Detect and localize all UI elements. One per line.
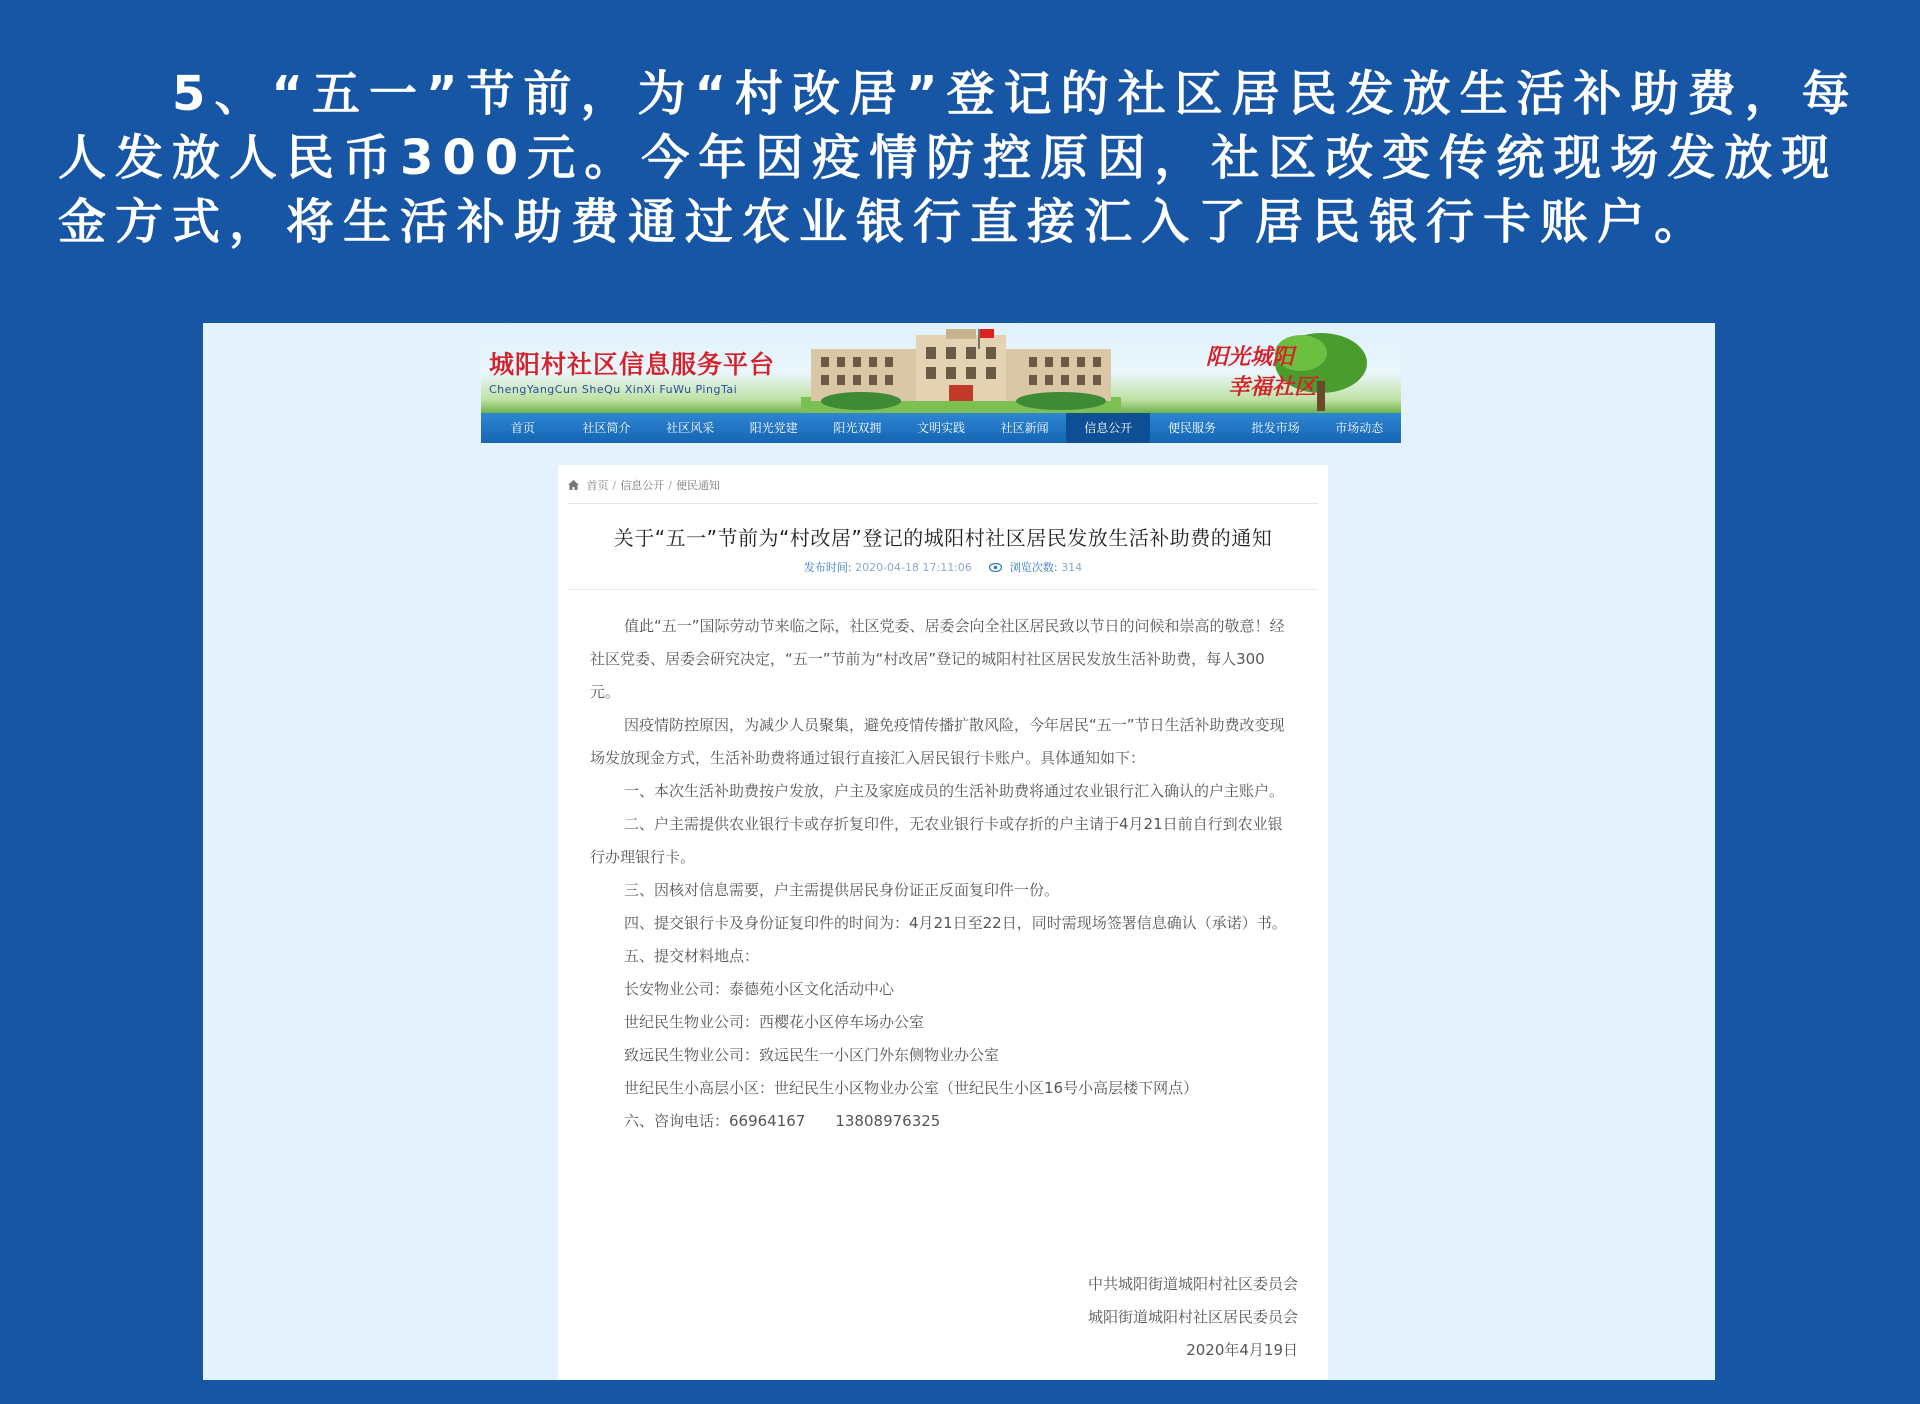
nav-item-style[interactable]: 社区风采 [666,421,715,435]
article-paragraph: 六、咨询电话：66964167 13808976325 [624,1112,941,1130]
publish-time: 2020-04-18 17:11:06 [855,561,972,574]
nav-item-wholesale[interactable]: 批发市场 [1251,421,1300,435]
breadcrumb-home[interactable]: 首页 [586,479,609,492]
article-title: 关于“五一”节前为“村改居”登记的城阳村社区居民发放生活补助费的通知 [613,526,1273,550]
views-count: 314 [1061,561,1083,574]
sign-org-party: 中共城阳街道城阳村社区委员会 [1087,1275,1298,1293]
breadcrumb: 首页 / 信息公开 / 便民通知 [568,475,1318,504]
article-paragraph: 值此“五一”国际劳动节来临之际，社区党委、居委会向全社区居民致以节日的问候和崇高的敬意！经社区党委、居委会研究决定，“五一”节前为“村改居”登记的城阳村社区居民发放生活补助费，每人300元。 [590,617,1285,701]
article-panel [558,465,1328,1380]
publish-time-label: 发布时间: [803,561,852,574]
home-icon [568,480,579,490]
eye-icon [989,563,1002,572]
slogan [1206,343,1316,403]
breadcrumb-notice[interactable]: 便民通知 [675,479,720,492]
article-paragraph: 致远民生物业公司：致远民生一小区门外东侧物业办公室 [624,1046,1000,1064]
article-paragraph: 世纪民生小高层小区：世纪民生小区物业办公室（世纪民生小区16号小高层楼下网点） [624,1079,1199,1097]
article-paragraph: 世纪民生物业公司：西樱花小区停车场办公室 [624,1013,925,1031]
views-label: 浏览次数: [1009,561,1058,574]
nav-item-home[interactable]: 首页 [510,421,535,435]
slogan-line-1: 阳光城阳 [1205,345,1294,370]
article-paragraph: 因疫情防控原因，为减少人员聚集，避免疫情传播扩散风险，今年居民“五一”节日生活补助费改变现场发放现金方式，生活补助费将通过银行直接汇入居民银行卡账户。具体通知如下： [590,716,1285,767]
nav-item-support[interactable]: 阳光双拥 [833,421,882,435]
building-image-icon [801,327,1121,413]
article-paragraph: 长安物业公司：泰德苑小区文化活动中心 [624,980,895,998]
article-paragraph: 三、因核对信息需要，户主需提供居民身份证正反面复印件一份。 [624,881,1060,899]
slide-heading-text: 5、“五一”节前，为“村改居”登记的社区居民发放生活补助费，每人发放人民币300元。今年因疫情防控原因，社区改变传统现场发放现金方式，将生活补助费通过农业银行直接汇入了居民银行卡账户。 [58,66,1859,250]
nav-item-civilization[interactable]: 文明实践 [917,421,966,435]
article-paragraph: 一、本次生活补助费按户发放，户主及家庭成员的生活补助费将通过农业银行汇入确认的户主账户。 [624,782,1285,800]
article-signature [1088,1268,1298,1367]
slogan-line-2: 幸福社区 [1227,375,1316,400]
divider [568,589,1318,590]
article-body [590,610,1290,1138]
site-banner [481,323,1401,413]
breadcrumb-info-public[interactable]: 信息公开 [620,479,665,492]
sign-org-committee: 城阳街道城阳村社区居民委员会 [1087,1308,1298,1326]
article-paragraph: 五、提交材料地点： [624,947,760,965]
nav-item-news[interactable]: 社区新闻 [1000,421,1049,435]
article-meta [558,559,1328,575]
site-subtitle: ChengYangCun SheQu XinXi FuWu PingTai [489,383,738,396]
website-screenshot [203,323,1715,1380]
nav-item-intro[interactable]: 社区简介 [582,421,631,435]
nav-item-services[interactable]: 便民服务 [1167,421,1216,435]
nav-item-market-news[interactable]: 市场动态 [1335,421,1384,435]
sign-date: 2020年4月19日 [1186,1341,1298,1359]
article-paragraph: 二、户主需提供农业银行卡或存折复印件，无农业银行卡或存折的户主请于4月21日前自行到农业银行办理银行卡。 [590,815,1283,866]
nav-item-info-public[interactable]: 信息公开 [1066,413,1150,443]
site-title: 城阳村社区信息服务平台 [489,350,776,379]
article-paragraph: 四、提交银行卡及身份证复印件的时间为：4月21日至22日，同时需现场签署信息确认（承诺）书。 [624,914,1287,932]
nav-item-party[interactable]: 阳光党建 [749,421,798,435]
main-nav [481,413,1401,443]
